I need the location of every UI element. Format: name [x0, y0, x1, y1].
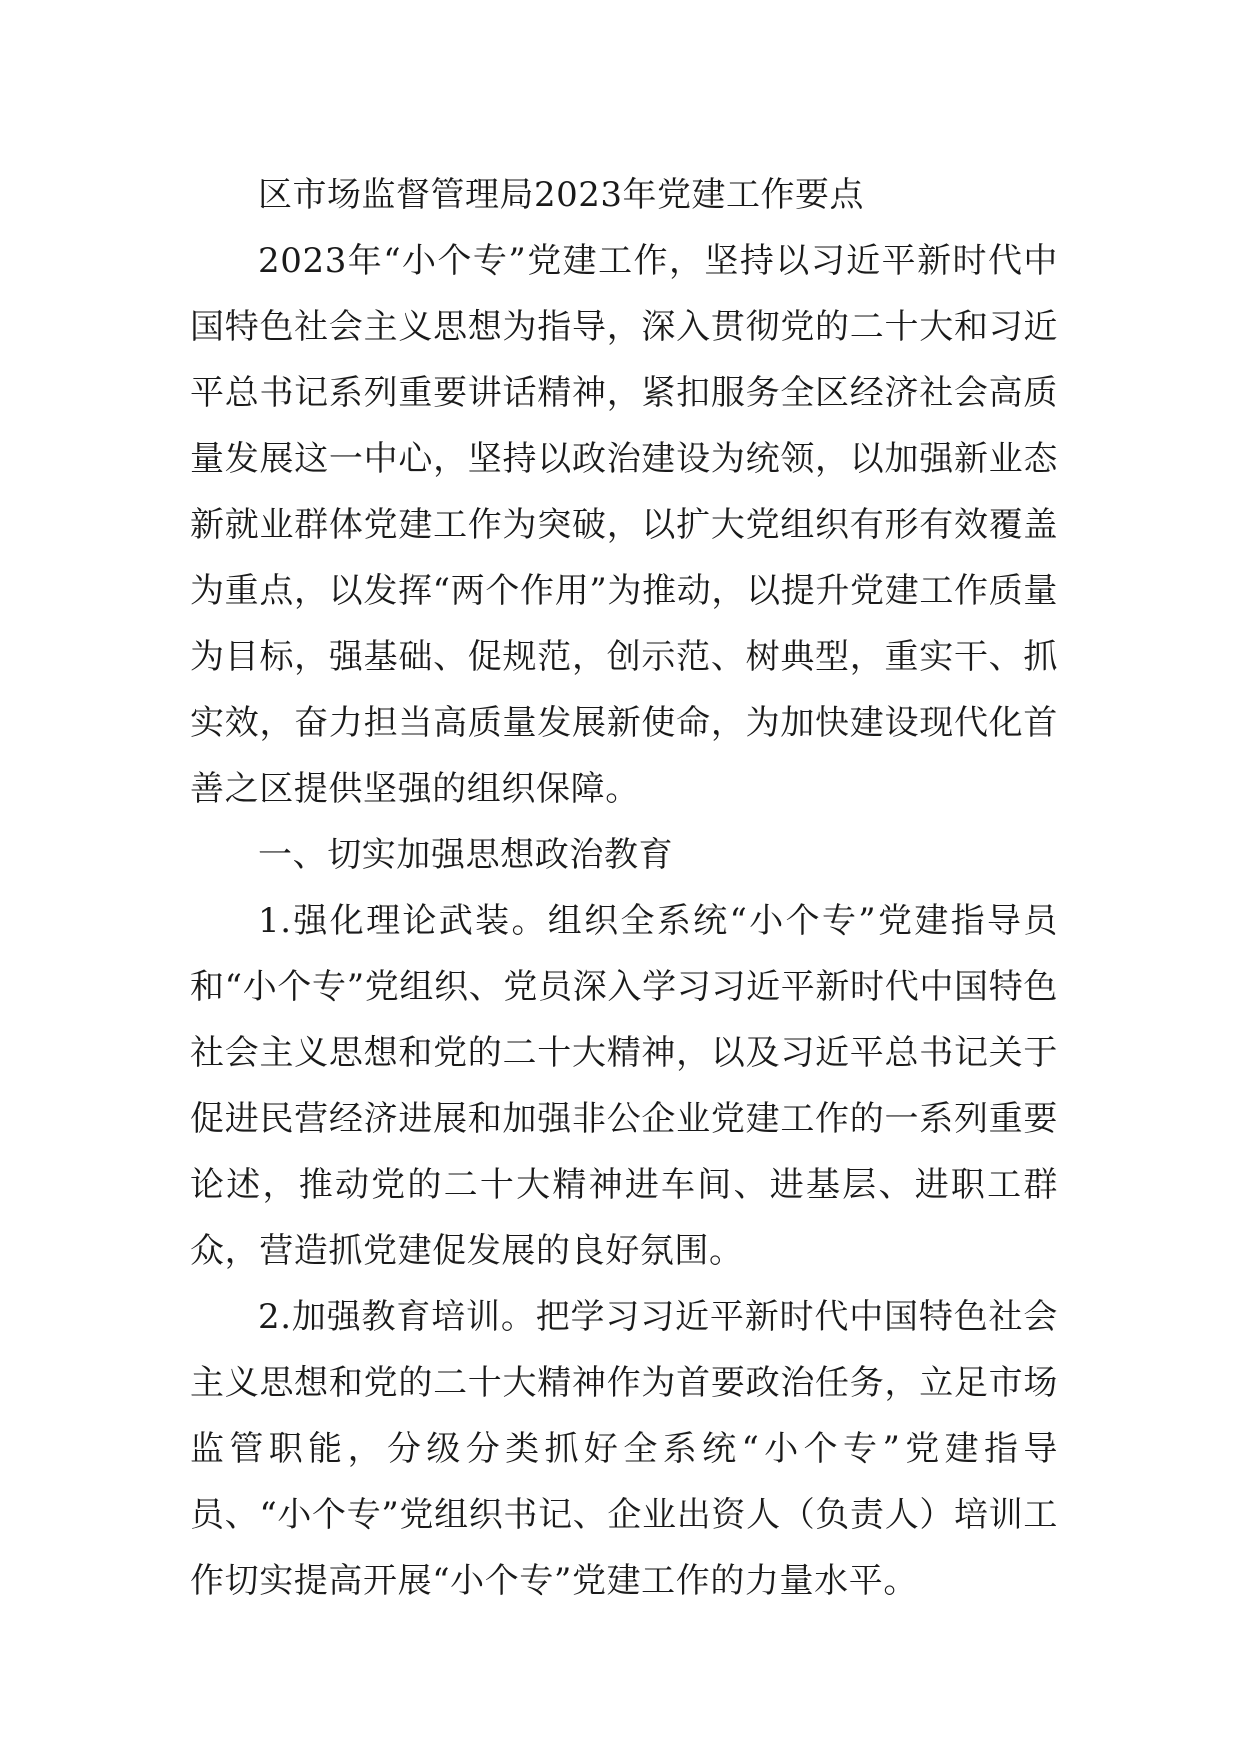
list-item-1: 1.强化理论武装。组织全系统“小个专”党建指导员和“小个专”党组织、党员深入学习习近平新时代中国特色社会主义思想和党的二十大精神，以及习近平总书记关于促进民营经济进展和加强非公企业党建工作的一系列重要论述，推动党的二十大精神进车间、进基层、进职工群众，营造抓党建促发展的良好氛围。: [190, 901, 1058, 1271]
document-title: 区市场监督管理局2023年党建工作要点: [258, 175, 865, 215]
list-item-2: 2.加强教育培训。把学习习近平新时代中国特色社会主义思想和党的二十大精神作为首要政治任务，立足市场监管职能，分级分类抓好全系统“小个专”党建指导员、“小个专”党组织书记、企业出资人（负责人）培训工作切实提高开展“小个专”党建工作的力量水平。: [190, 1297, 1058, 1601]
intro-paragraph: 2023年“小个专”党建工作，坚持以习近平新时代中国特色社会主义思想为指导，深入贯彻党的二十大和习近平总书记系列重要讲话精神，紧扣服务全区经济社会高质量发展这一中心，坚持以政治建设为统领，以加强新业态新就业群体党建工作为突破，以扩大党组织有形有效覆盖为重点，以发挥“两个作用”为推动，以提升党建工作质量为目标，强基础、促规范，创示范、树典型，重实干、抓实效，奋力担当高质量发展新使命，为加快建设现代化首善之区提供坚强的组织保障。: [190, 241, 1058, 809]
section-heading-1: 一、切实加强思想政治教育: [258, 835, 674, 875]
document-body: [190, 162, 1058, 1614]
